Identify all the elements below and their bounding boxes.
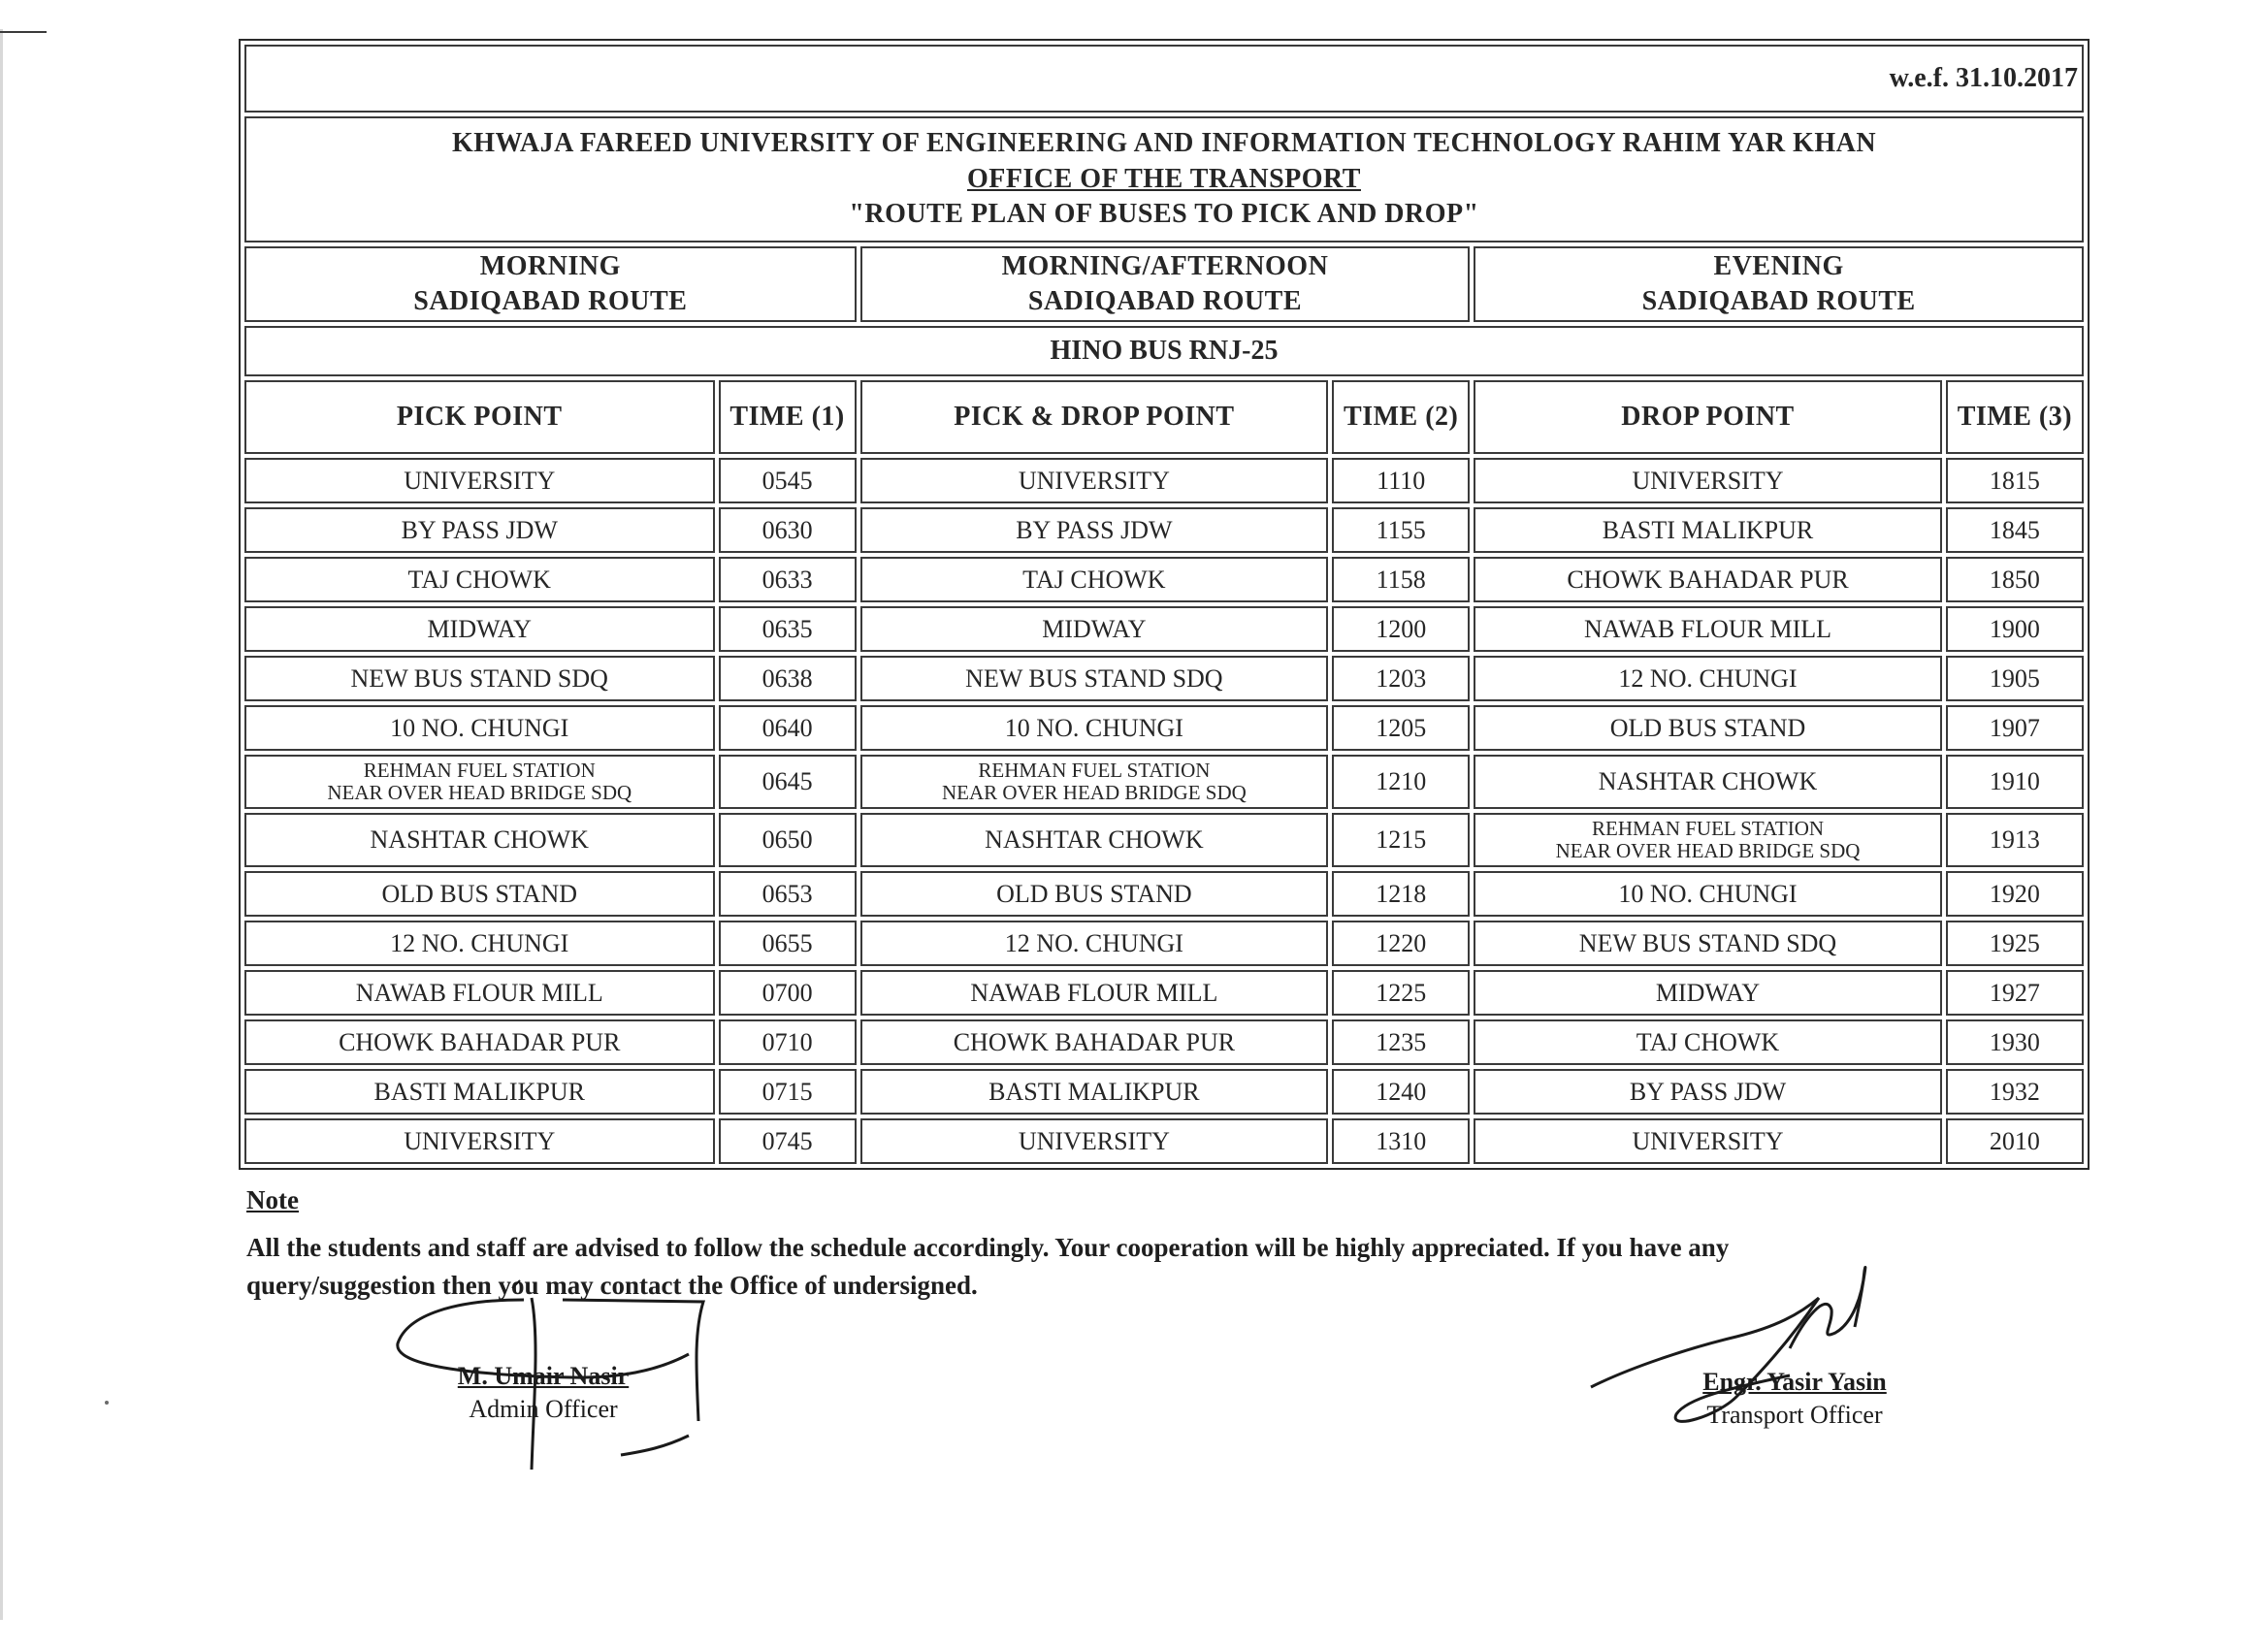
time-2-cell: 1215 xyxy=(1332,813,1470,867)
time-2-cell: 1310 xyxy=(1332,1118,1470,1164)
scan-speck xyxy=(105,1401,109,1405)
table-row xyxy=(244,705,2084,751)
table-row xyxy=(244,1118,2084,1164)
cell-line: NEAR OVER HEAD BRIDGE SDQ xyxy=(327,781,632,804)
time-2-cell: 1220 xyxy=(1332,921,1470,966)
route-name: MORNING/AFTERNOON xyxy=(1001,250,1329,281)
time-2-cell: 1158 xyxy=(1332,557,1470,602)
drop-point-cell: MIDWAY xyxy=(1474,970,1941,1016)
pick-point-cell: 10 NO. CHUNGI xyxy=(244,705,715,751)
route-plan-table xyxy=(239,39,2090,1170)
time-1-cell: 0645 xyxy=(719,755,857,809)
column-header: TIME (1) xyxy=(719,380,857,454)
column-header: PICK POINT xyxy=(244,380,715,454)
column-header: PICK & DROP POINT xyxy=(860,380,1328,454)
drop-point-cell: BY PASS JDW xyxy=(1474,1069,1941,1115)
signatory-admin xyxy=(427,1360,660,1426)
time-2-cell: 1110 xyxy=(1332,458,1470,503)
time-3-cell: 1920 xyxy=(1946,871,2084,917)
time-2-cell: 1200 xyxy=(1332,606,1470,652)
route-area: SADIQABAD ROUTE xyxy=(1641,286,1916,316)
time-2-cell: 1155 xyxy=(1332,507,1470,553)
pick-point-cell: 12 NO. CHUNGI xyxy=(244,921,715,966)
route-name: EVENING xyxy=(1713,250,1844,281)
time-3-cell: 1850 xyxy=(1946,557,2084,602)
time-2-cell: 1225 xyxy=(1332,970,1470,1016)
drop-point-cell: CHOWK BAHADAR PUR xyxy=(1474,557,1941,602)
time-3-cell: 1905 xyxy=(1946,656,2084,701)
drop-point-cell: TAJ CHOWK xyxy=(1474,1019,1941,1065)
pick-point-cell xyxy=(244,755,715,809)
pick-point-cell: BY PASS JDW xyxy=(244,507,715,553)
drop-point-cell: BASTI MALIKPUR xyxy=(1474,507,1941,553)
time-1-cell: 0545 xyxy=(719,458,857,503)
scan-mark xyxy=(0,31,47,33)
route-area: SADIQABAD ROUTE xyxy=(413,286,688,316)
document-title-block xyxy=(244,116,2084,242)
pick-drop-point-cell: NASHTAR CHOWK xyxy=(860,813,1328,867)
table-row xyxy=(244,507,2084,553)
bus-name: HINO BUS RNJ-25 xyxy=(244,326,2084,376)
cell-line: REHMAN FUEL STATION xyxy=(363,758,596,782)
pick-point-cell: OLD BUS STAND xyxy=(244,871,715,917)
route-area: SADIQABAD ROUTE xyxy=(1027,286,1302,316)
time-1-cell: 0640 xyxy=(719,705,857,751)
time-1-cell: 0638 xyxy=(719,656,857,701)
table-row xyxy=(244,606,2084,652)
table-row xyxy=(244,458,2084,503)
column-header: TIME (2) xyxy=(1332,380,1470,454)
note-line: query/suggestion then you may contact the Office of undersigned. xyxy=(246,1271,978,1301)
time-1-cell: 0715 xyxy=(719,1069,857,1115)
time-1-cell: 0655 xyxy=(719,921,857,966)
cell-line: REHMAN FUEL STATION xyxy=(978,758,1211,782)
time-2-cell: 1210 xyxy=(1332,755,1470,809)
time-3-cell: 1907 xyxy=(1946,705,2084,751)
time-3-cell: 2010 xyxy=(1946,1118,2084,1164)
time-2-cell: 1203 xyxy=(1332,656,1470,701)
note-label: Note xyxy=(246,1185,299,1214)
time-1-cell: 0630 xyxy=(719,507,857,553)
time-1-cell: 0700 xyxy=(719,970,857,1016)
pick-drop-point-cell: 12 NO. CHUNGI xyxy=(860,921,1328,966)
drop-point-cell xyxy=(1474,813,1941,867)
signatory-name: M. Umair Nasir xyxy=(457,1362,630,1390)
pick-drop-point-cell: MIDWAY xyxy=(860,606,1328,652)
route-morning-afternoon xyxy=(860,246,1471,322)
pick-point-cell: BASTI MALIKPUR xyxy=(244,1069,715,1115)
pick-point-cell: UNIVERSITY xyxy=(244,1118,715,1164)
plan-title: "ROUTE PLAN OF BUSES TO PICK AND DROP" xyxy=(849,199,1479,230)
time-3-cell: 1932 xyxy=(1946,1069,2084,1115)
cell-line: REHMAN FUEL STATION xyxy=(1591,816,1825,840)
cell-line: NEAR OVER HEAD BRIDGE SDQ xyxy=(1555,839,1861,862)
route-evening xyxy=(1474,246,2084,322)
pick-point-cell: NEW BUS STAND SDQ xyxy=(244,656,715,701)
time-2-cell: 1235 xyxy=(1332,1019,1470,1065)
signatory-transport xyxy=(1649,1366,1940,1432)
drop-point-cell: UNIVERSITY xyxy=(1474,458,1941,503)
table-row xyxy=(244,1019,2084,1065)
university-name: KHWAJA FAREED UNIVERSITY OF ENGINEERING AND INFORMATION TECHNOLOGY RAHIM YAR KHAN xyxy=(451,128,1877,159)
time-1-cell: 0653 xyxy=(719,871,857,917)
column-header-row xyxy=(244,380,2084,454)
drop-point-cell: NEW BUS STAND SDQ xyxy=(1474,921,1941,966)
table-row xyxy=(244,871,2084,917)
pick-drop-point-cell: UNIVERSITY xyxy=(860,458,1328,503)
time-3-cell: 1925 xyxy=(1946,921,2084,966)
time-1-cell: 0635 xyxy=(719,606,857,652)
pick-drop-point-cell: TAJ CHOWK xyxy=(860,557,1328,602)
table-row xyxy=(244,1069,2084,1115)
pick-drop-point-cell: UNIVERSITY xyxy=(860,1118,1328,1164)
time-1-cell: 0650 xyxy=(719,813,857,867)
pick-drop-point-cell: BASTI MALIKPUR xyxy=(860,1069,1328,1115)
time-3-cell: 1900 xyxy=(1946,606,2084,652)
signatory-title: Transport Officer xyxy=(1706,1400,1883,1429)
time-1-cell: 0633 xyxy=(719,557,857,602)
table-row xyxy=(244,970,2084,1016)
time-3-cell: 1845 xyxy=(1946,507,2084,553)
column-header: DROP POINT xyxy=(1474,380,1941,454)
time-2-cell: 1240 xyxy=(1332,1069,1470,1115)
time-3-cell: 1815 xyxy=(1946,458,2084,503)
route-morning xyxy=(244,246,857,322)
office-name: OFFICE OF THE TRANSPORT xyxy=(967,163,1361,194)
pick-drop-point-cell: OLD BUS STAND xyxy=(860,871,1328,917)
drop-point-cell: OLD BUS STAND xyxy=(1474,705,1941,751)
drop-point-cell: NAWAB FLOUR MILL xyxy=(1474,606,1941,652)
effective-date: w.e.f. 31.10.2017 xyxy=(244,45,2084,113)
note-section xyxy=(246,1185,1954,1305)
time-3-cell: 1910 xyxy=(1946,755,2084,809)
time-3-cell: 1913 xyxy=(1946,813,2084,867)
time-2-cell: 1218 xyxy=(1332,871,1470,917)
time-1-cell: 0710 xyxy=(719,1019,857,1065)
column-header: TIME (3) xyxy=(1946,380,2084,454)
pick-drop-point-cell xyxy=(860,755,1328,809)
table-row xyxy=(244,656,2084,701)
pick-drop-point-cell: NAWAB FLOUR MILL xyxy=(860,970,1328,1016)
pick-point-cell: MIDWAY xyxy=(244,606,715,652)
route-name: MORNING xyxy=(479,250,621,281)
time-1-cell: 0745 xyxy=(719,1118,857,1164)
pick-drop-point-cell: BY PASS JDW xyxy=(860,507,1328,553)
pick-point-cell: NASHTAR CHOWK xyxy=(244,813,715,867)
pick-point-cell: NAWAB FLOUR MILL xyxy=(244,970,715,1016)
table-row xyxy=(244,755,2084,809)
drop-point-cell: 12 NO. CHUNGI xyxy=(1474,656,1941,701)
note-line: All the students and staff are advised to follow the schedule accordingly. Your cooperation will be highly appreciated. If you have any xyxy=(246,1233,1730,1262)
drop-point-cell: NASHTAR CHOWK xyxy=(1474,755,1941,809)
pick-point-cell: UNIVERSITY xyxy=(244,458,715,503)
table-row xyxy=(244,921,2084,966)
time-3-cell: 1930 xyxy=(1946,1019,2084,1065)
time-3-cell: 1927 xyxy=(1946,970,2084,1016)
pick-drop-point-cell: NEW BUS STAND SDQ xyxy=(860,656,1328,701)
cell-line: NEAR OVER HEAD BRIDGE SDQ xyxy=(941,781,1247,804)
pick-point-cell: TAJ CHOWK xyxy=(244,557,715,602)
drop-point-cell: UNIVERSITY xyxy=(1474,1118,1941,1164)
time-2-cell: 1205 xyxy=(1332,705,1470,751)
pick-drop-point-cell: 10 NO. CHUNGI xyxy=(860,705,1328,751)
table-row xyxy=(244,557,2084,602)
pick-point-cell: CHOWK BAHADAR PUR xyxy=(244,1019,715,1065)
signatory-name: Engr. Yasir Yasin xyxy=(1702,1368,1887,1396)
table-row xyxy=(244,813,2084,867)
signatory-title: Admin Officer xyxy=(469,1394,618,1423)
pick-drop-point-cell: CHOWK BAHADAR PUR xyxy=(860,1019,1328,1065)
drop-point-cell: 10 NO. CHUNGI xyxy=(1474,871,1941,917)
scan-edge xyxy=(0,29,3,1620)
